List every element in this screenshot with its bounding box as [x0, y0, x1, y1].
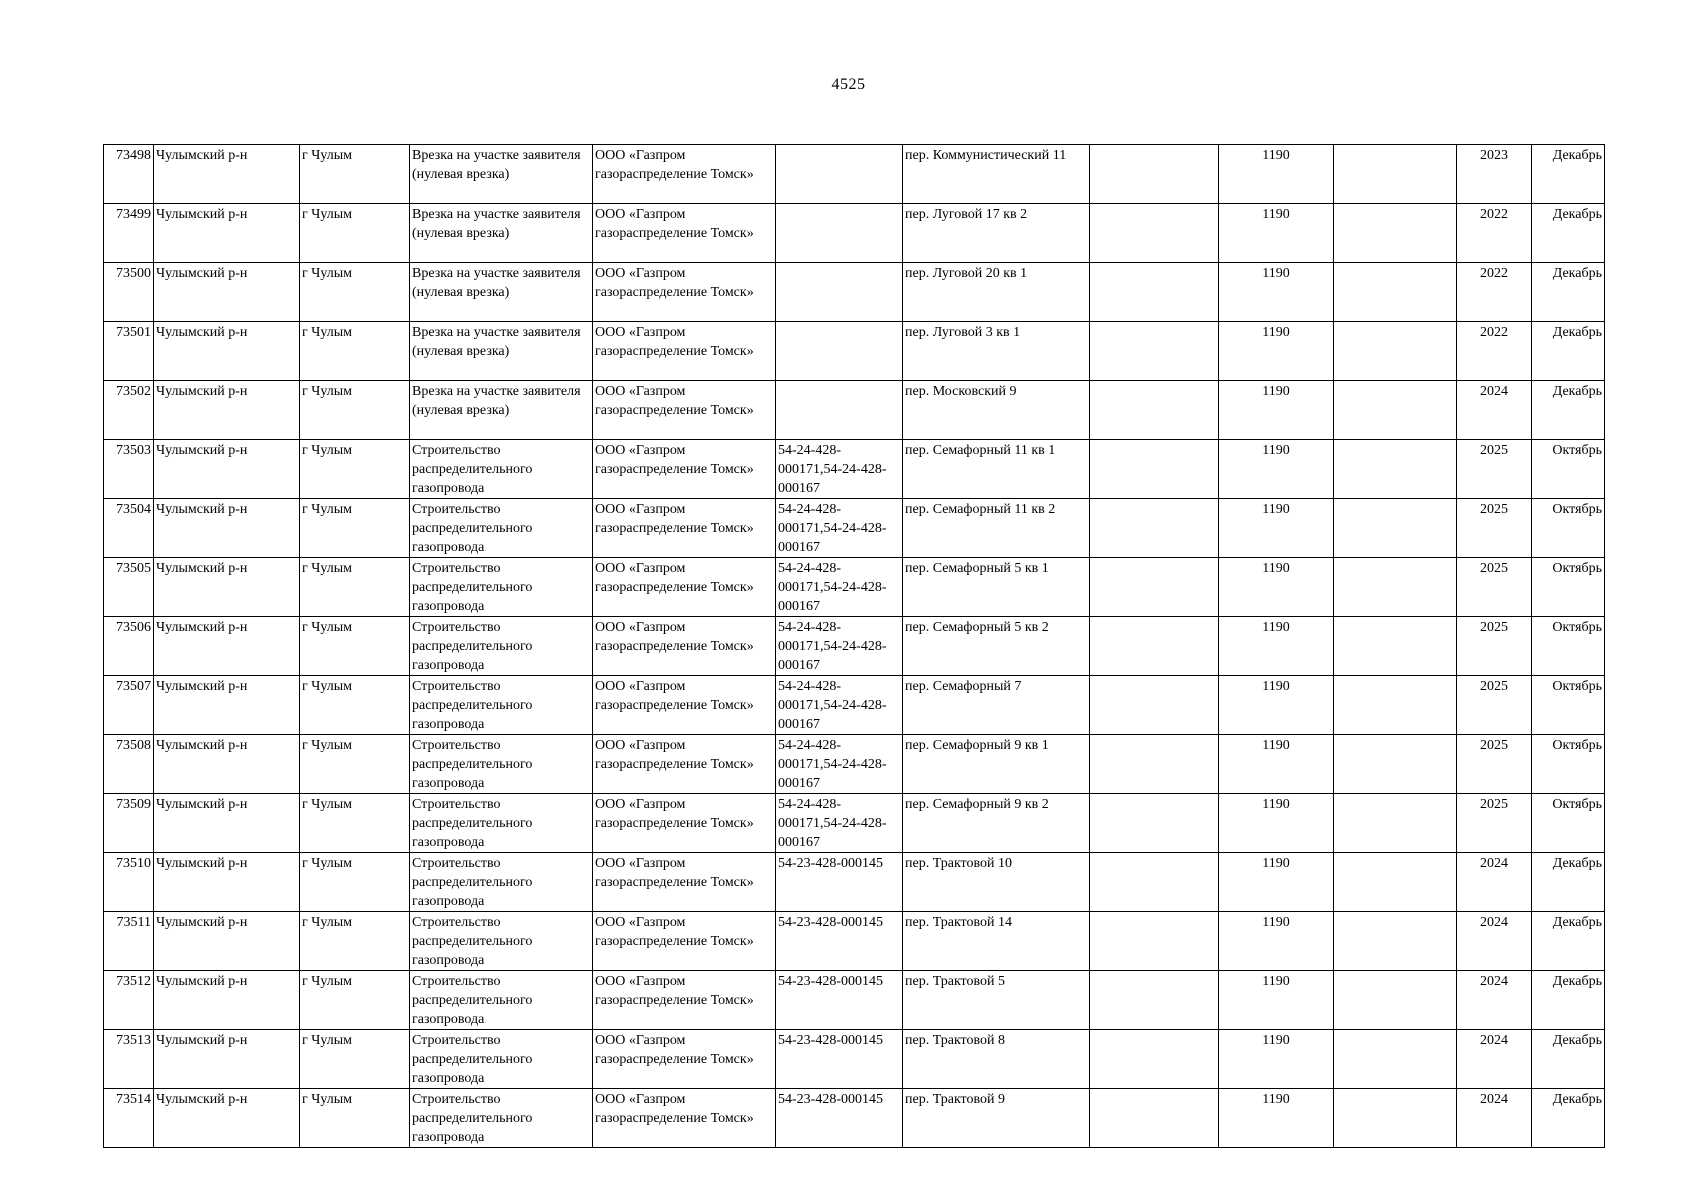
month-cell: Декабрь	[1532, 1030, 1605, 1089]
year-cell: 2024	[1457, 1030, 1532, 1089]
power-cell: 1190	[1219, 322, 1334, 381]
month-cell: Декабрь	[1532, 322, 1605, 381]
empty-cell	[1090, 440, 1219, 499]
table-row	[104, 381, 1605, 440]
settlement-cell: г Чулым	[300, 499, 410, 558]
table-row	[104, 676, 1605, 735]
settlement-cell: г Чулым	[300, 263, 410, 322]
empty-cell	[1334, 263, 1457, 322]
address-cell: пер. Московский 9	[903, 381, 1090, 440]
address-cell: пер. Трактовой 8	[903, 1030, 1090, 1089]
organization-cell: ООО «Газпром газораспределение Томск»	[593, 145, 776, 204]
power-cell: 1190	[1219, 1030, 1334, 1089]
power-cell: 1190	[1219, 794, 1334, 853]
row-number-cell: 73505	[104, 558, 154, 617]
table-row	[104, 735, 1605, 794]
district-cell: Чулымский р-н	[154, 1030, 300, 1089]
month-cell: Декабрь	[1532, 853, 1605, 912]
address-cell: пер. Трактовой 14	[903, 912, 1090, 971]
address-cell: пер. Семафорный 11 кв 2	[903, 499, 1090, 558]
row-number-cell: 73507	[104, 676, 154, 735]
address-cell: пер. Луговой 17 кв 2	[903, 204, 1090, 263]
page-number: 4525	[831, 76, 866, 93]
address-cell: пер. Семафорный 5 кв 2	[903, 617, 1090, 676]
work-type-cell: Врезка на участке заявителя (нулевая врезка)	[410, 381, 593, 440]
address-cell: пер. Коммунистический 11	[903, 145, 1090, 204]
table-row	[104, 853, 1605, 912]
year-cell: 2025	[1457, 499, 1532, 558]
empty-cell	[1090, 617, 1219, 676]
row-number-cell: 73501	[104, 322, 154, 381]
address-cell: пер. Семафорный 5 кв 1	[903, 558, 1090, 617]
empty-cell	[1334, 971, 1457, 1030]
settlement-cell: г Чулым	[300, 676, 410, 735]
month-cell: Декабрь	[1532, 1089, 1605, 1148]
month-cell: Декабрь	[1532, 145, 1605, 204]
power-cell: 1190	[1219, 617, 1334, 676]
row-number-cell: 73499	[104, 204, 154, 263]
row-number-cell: 73498	[104, 145, 154, 204]
table-row	[104, 1030, 1605, 1089]
organization-cell: ООО «Газпром газораспределение Томск»	[593, 1030, 776, 1089]
work-type-cell: Строительство распределительного газопровода	[410, 440, 593, 499]
empty-cell	[1334, 853, 1457, 912]
empty-cell	[1334, 204, 1457, 263]
empty-cell	[1090, 1030, 1219, 1089]
settlement-cell: г Чулым	[300, 1030, 410, 1089]
table-row	[104, 322, 1605, 381]
year-cell: 2025	[1457, 676, 1532, 735]
cadastral-number-cell: 54-24-428-000171,54-24-428-000167	[776, 676, 903, 735]
year-cell: 2022	[1457, 263, 1532, 322]
year-cell: 2024	[1457, 912, 1532, 971]
table-row	[104, 440, 1605, 499]
power-cell: 1190	[1219, 676, 1334, 735]
district-cell: Чулымский р-н	[154, 381, 300, 440]
row-number-cell: 73513	[104, 1030, 154, 1089]
power-cell: 1190	[1219, 558, 1334, 617]
month-cell: Декабрь	[1532, 971, 1605, 1030]
organization-cell: ООО «Газпром газораспределение Томск»	[593, 381, 776, 440]
district-cell: Чулымский р-н	[154, 263, 300, 322]
cadastral-number-cell	[776, 145, 903, 204]
work-type-cell: Строительство распределительного газопровода	[410, 912, 593, 971]
year-cell: 2025	[1457, 558, 1532, 617]
row-number-cell: 73506	[104, 617, 154, 676]
district-cell: Чулымский р-н	[154, 676, 300, 735]
settlement-cell: г Чулым	[300, 145, 410, 204]
address-cell: пер. Трактовой 10	[903, 853, 1090, 912]
empty-cell	[1090, 263, 1219, 322]
work-type-cell: Врезка на участке заявителя (нулевая врезка)	[410, 322, 593, 381]
table-row	[104, 971, 1605, 1030]
empty-cell	[1090, 912, 1219, 971]
settlement-cell: г Чулым	[300, 794, 410, 853]
month-cell: Октябрь	[1532, 794, 1605, 853]
month-cell: Октябрь	[1532, 735, 1605, 794]
cadastral-number-cell	[776, 204, 903, 263]
empty-cell	[1334, 381, 1457, 440]
row-number-cell: 73514	[104, 1089, 154, 1148]
row-number-cell: 73503	[104, 440, 154, 499]
district-cell: Чулымский р-н	[154, 145, 300, 204]
address-cell: пер. Семафорный 9 кв 2	[903, 794, 1090, 853]
organization-cell: ООО «Газпром газораспределение Томск»	[593, 558, 776, 617]
settlement-cell: г Чулым	[300, 1089, 410, 1148]
district-cell: Чулымский р-н	[154, 558, 300, 617]
table-row	[104, 204, 1605, 263]
month-cell: Октябрь	[1532, 558, 1605, 617]
empty-cell	[1334, 912, 1457, 971]
empty-cell	[1334, 440, 1457, 499]
empty-cell	[1090, 499, 1219, 558]
cadastral-number-cell: 54-23-428-000145	[776, 971, 903, 1030]
power-cell: 1190	[1219, 971, 1334, 1030]
table-row	[104, 912, 1605, 971]
work-type-cell: Строительство распределительного газопровода	[410, 558, 593, 617]
organization-cell: ООО «Газпром газораспределение Томск»	[593, 263, 776, 322]
empty-cell	[1334, 499, 1457, 558]
district-cell: Чулымский р-н	[154, 912, 300, 971]
empty-cell	[1090, 735, 1219, 794]
work-type-cell: Строительство распределительного газопровода	[410, 1030, 593, 1089]
work-type-cell: Строительство распределительного газопровода	[410, 971, 593, 1030]
cadastral-number-cell	[776, 381, 903, 440]
table-row	[104, 558, 1605, 617]
year-cell: 2025	[1457, 735, 1532, 794]
work-type-cell: Строительство распределительного газопровода	[410, 1089, 593, 1148]
cadastral-number-cell	[776, 263, 903, 322]
organization-cell: ООО «Газпром газораспределение Томск»	[593, 971, 776, 1030]
organization-cell: ООО «Газпром газораспределение Томск»	[593, 853, 776, 912]
empty-cell	[1090, 1089, 1219, 1148]
district-cell: Чулымский р-н	[154, 971, 300, 1030]
year-cell: 2025	[1457, 617, 1532, 676]
table-row	[104, 145, 1605, 204]
district-cell: Чулымский р-н	[154, 1089, 300, 1148]
year-cell: 2024	[1457, 971, 1532, 1030]
year-cell: 2025	[1457, 440, 1532, 499]
district-cell: Чулымский р-н	[154, 204, 300, 263]
table-row	[104, 499, 1605, 558]
district-cell: Чулымский р-н	[154, 853, 300, 912]
empty-cell	[1090, 794, 1219, 853]
row-number-cell: 73510	[104, 853, 154, 912]
work-type-cell: Строительство распределительного газопровода	[410, 499, 593, 558]
work-type-cell: Врезка на участке заявителя (нулевая врезка)	[410, 263, 593, 322]
month-cell: Октябрь	[1532, 676, 1605, 735]
year-cell: 2022	[1457, 322, 1532, 381]
settlement-cell: г Чулым	[300, 381, 410, 440]
district-cell: Чулымский р-н	[154, 499, 300, 558]
empty-cell	[1090, 204, 1219, 263]
row-number-cell: 73504	[104, 499, 154, 558]
year-cell: 2022	[1457, 204, 1532, 263]
power-cell: 1190	[1219, 204, 1334, 263]
organization-cell: ООО «Газпром газораспределение Томск»	[593, 1089, 776, 1148]
empty-cell	[1334, 735, 1457, 794]
cadastral-number-cell: 54-24-428-000171,54-24-428-000167	[776, 617, 903, 676]
address-cell: пер. Луговой 3 кв 1	[903, 322, 1090, 381]
settlement-cell: г Чулым	[300, 912, 410, 971]
row-number-cell: 73502	[104, 381, 154, 440]
district-cell: Чулымский р-н	[154, 735, 300, 794]
organization-cell: ООО «Газпром газораспределение Томск»	[593, 617, 776, 676]
settlement-cell: г Чулым	[300, 440, 410, 499]
empty-cell	[1090, 145, 1219, 204]
district-cell: Чулымский р-н	[154, 794, 300, 853]
row-number-cell: 73509	[104, 794, 154, 853]
power-cell: 1190	[1219, 263, 1334, 322]
organization-cell: ООО «Газпром газораспределение Томск»	[593, 322, 776, 381]
work-type-cell: Строительство распределительного газопровода	[410, 794, 593, 853]
work-type-cell: Строительство распределительного газопровода	[410, 735, 593, 794]
settlement-cell: г Чулым	[300, 971, 410, 1030]
settlement-cell: г Чулым	[300, 558, 410, 617]
month-cell: Октябрь	[1532, 440, 1605, 499]
empty-cell	[1090, 322, 1219, 381]
cadastral-number-cell: 54-24-428-000171,54-24-428-000167	[776, 558, 903, 617]
settlement-cell: г Чулым	[300, 617, 410, 676]
organization-cell: ООО «Газпром газораспределение Томск»	[593, 204, 776, 263]
power-cell: 1190	[1219, 1089, 1334, 1148]
power-cell: 1190	[1219, 145, 1334, 204]
month-cell: Октябрь	[1532, 499, 1605, 558]
cadastral-number-cell: 54-24-428-000171,54-24-428-000167	[776, 735, 903, 794]
work-type-cell: Строительство распределительного газопровода	[410, 617, 593, 676]
organization-cell: ООО «Газпром газораспределение Томск»	[593, 676, 776, 735]
year-cell: 2023	[1457, 145, 1532, 204]
empty-cell	[1334, 1030, 1457, 1089]
power-cell: 1190	[1219, 853, 1334, 912]
empty-cell	[1334, 322, 1457, 381]
table-row	[104, 617, 1605, 676]
work-type-cell: Врезка на участке заявителя (нулевая врезка)	[410, 145, 593, 204]
cadastral-number-cell: 54-23-428-000145	[776, 853, 903, 912]
district-cell: Чулымский р-н	[154, 440, 300, 499]
organization-cell: ООО «Газпром газораспределение Томск»	[593, 912, 776, 971]
month-cell: Октябрь	[1532, 617, 1605, 676]
work-type-cell: Врезка на участке заявителя (нулевая врезка)	[410, 204, 593, 263]
power-cell: 1190	[1219, 381, 1334, 440]
work-type-cell: Строительство распределительного газопровода	[410, 853, 593, 912]
empty-cell	[1334, 558, 1457, 617]
cadastral-number-cell: 54-24-428-000171,54-24-428-000167	[776, 440, 903, 499]
empty-cell	[1090, 676, 1219, 735]
address-cell: пер. Семафорный 11 кв 1	[903, 440, 1090, 499]
year-cell: 2024	[1457, 853, 1532, 912]
empty-cell	[1334, 1089, 1457, 1148]
table-row	[104, 263, 1605, 322]
cadastral-number-cell: 54-24-428-000171,54-24-428-000167	[776, 499, 903, 558]
month-cell: Декабрь	[1532, 912, 1605, 971]
empty-cell	[1334, 617, 1457, 676]
table-body	[104, 145, 1605, 1148]
district-cell: Чулымский р-н	[154, 617, 300, 676]
empty-cell	[1334, 794, 1457, 853]
power-cell: 1190	[1219, 499, 1334, 558]
power-cell: 1190	[1219, 440, 1334, 499]
power-cell: 1190	[1219, 735, 1334, 794]
organization-cell: ООО «Газпром газораспределение Томск»	[593, 735, 776, 794]
row-number-cell: 73512	[104, 971, 154, 1030]
row-number-cell: 73500	[104, 263, 154, 322]
empty-cell	[1090, 381, 1219, 440]
year-cell: 2024	[1457, 381, 1532, 440]
table-row	[104, 794, 1605, 853]
empty-cell	[1090, 971, 1219, 1030]
cadastral-number-cell: 54-23-428-000145	[776, 1030, 903, 1089]
month-cell: Декабрь	[1532, 381, 1605, 440]
settlement-cell: г Чулым	[300, 204, 410, 263]
year-cell: 2025	[1457, 794, 1532, 853]
year-cell: 2024	[1457, 1089, 1532, 1148]
organization-cell: ООО «Газпром газораспределение Томск»	[593, 440, 776, 499]
address-cell: пер. Семафорный 9 кв 1	[903, 735, 1090, 794]
settlement-cell: г Чулым	[300, 322, 410, 381]
cadastral-number-cell: 54-23-428-000145	[776, 1089, 903, 1148]
row-number-cell: 73508	[104, 735, 154, 794]
table-row	[104, 1089, 1605, 1148]
month-cell: Декабрь	[1532, 204, 1605, 263]
cadastral-number-cell	[776, 322, 903, 381]
empty-cell	[1334, 145, 1457, 204]
cadastral-number-cell: 54-24-428-000171,54-24-428-000167	[776, 794, 903, 853]
address-cell: пер. Луговой 20 кв 1	[903, 263, 1090, 322]
organization-cell: ООО «Газпром газораспределение Томск»	[593, 794, 776, 853]
work-type-cell: Строительство распределительного газопровода	[410, 676, 593, 735]
empty-cell	[1090, 853, 1219, 912]
empty-cell	[1090, 558, 1219, 617]
address-cell: пер. Трактовой 5	[903, 971, 1090, 1030]
cadastral-number-cell: 54-23-428-000145	[776, 912, 903, 971]
month-cell: Декабрь	[1532, 263, 1605, 322]
row-number-cell: 73511	[104, 912, 154, 971]
empty-cell	[1334, 676, 1457, 735]
settlement-cell: г Чулым	[300, 853, 410, 912]
registry-table	[103, 144, 1605, 1148]
address-cell: пер. Трактовой 9	[903, 1089, 1090, 1148]
settlement-cell: г Чулым	[300, 735, 410, 794]
district-cell: Чулымский р-н	[154, 322, 300, 381]
power-cell: 1190	[1219, 912, 1334, 971]
organization-cell: ООО «Газпром газораспределение Томск»	[593, 499, 776, 558]
address-cell: пер. Семафорный 7	[903, 676, 1090, 735]
